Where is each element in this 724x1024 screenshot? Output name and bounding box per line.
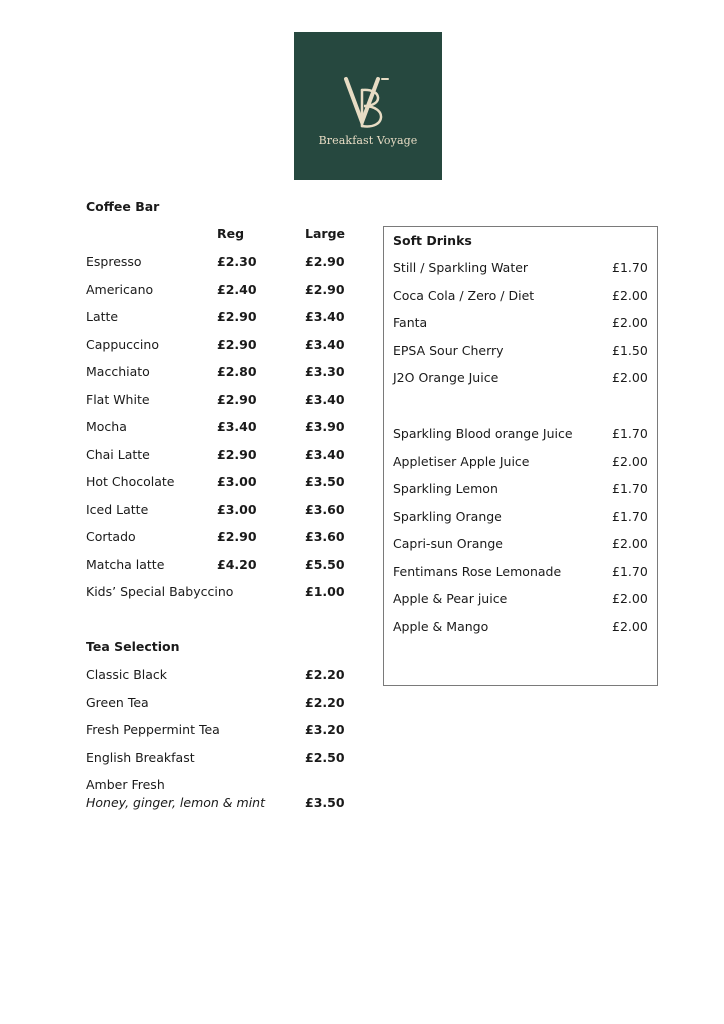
coffee-item-reg-price: £2.90 bbox=[217, 529, 257, 544]
coffee-item-reg-price: £3.00 bbox=[217, 474, 257, 489]
coffee-item-name: Flat White bbox=[86, 391, 150, 407]
coffee-item-reg-price: £2.40 bbox=[217, 281, 257, 297]
col-header-reg: Reg bbox=[217, 226, 245, 241]
coffee-item-reg-price: £2.90 bbox=[217, 391, 257, 407]
coffee-item-large-price: £3.90 bbox=[305, 419, 345, 434]
coffee-item-name: Matcha latte bbox=[86, 556, 165, 572]
amber-fresh-price: £3.50 bbox=[305, 795, 345, 810]
coffee-item-large-price: £3.40 bbox=[305, 336, 345, 352]
soft-drink-price: £1.70 bbox=[612, 260, 648, 275]
tea-item-price: £2.20 bbox=[305, 694, 345, 710]
vb-monogram-icon bbox=[342, 76, 394, 130]
soft-drink-price: £1.70 bbox=[612, 563, 648, 579]
coffee-item-reg-price: £2.90 bbox=[217, 336, 257, 352]
tea-item-price: £3.20 bbox=[305, 722, 345, 737]
soft-drink-name: Apple & Pear juice bbox=[393, 591, 508, 606]
amber-fresh-description: Honey, ginger, lemon & mint bbox=[86, 795, 266, 810]
soft-drinks-title: Soft Drinks bbox=[393, 233, 472, 248]
amber-fresh-name: Amber Fresh bbox=[86, 777, 165, 792]
soft-drink-name: J2O Orange Juice bbox=[393, 370, 499, 385]
tea-item-price: £2.20 bbox=[305, 667, 345, 682]
coffee-item-reg-price: £2.90 bbox=[217, 446, 257, 462]
tea-selection-title: Tea Selection bbox=[86, 639, 180, 654]
coffee-item-large-price: £2.90 bbox=[305, 281, 345, 297]
soft-drink-price: £1.70 bbox=[612, 508, 648, 524]
soft-drink-name: Fanta bbox=[393, 315, 428, 330]
coffee-bar-title: Coffee Bar bbox=[86, 199, 160, 214]
coffee-item-name: Macchiato bbox=[86, 364, 150, 379]
soft-drink-price: £1.70 bbox=[612, 426, 648, 441]
soft-drink-price: £2.00 bbox=[612, 591, 648, 606]
soft-drink-name: Appletiser Apple Juice bbox=[393, 453, 530, 469]
coffee-item-reg-price: £4.20 bbox=[217, 556, 257, 572]
coffee-item-name: Mocha bbox=[86, 419, 127, 434]
tea-item-name: Fresh Peppermint Tea bbox=[86, 722, 220, 737]
coffee-item-large-price: £5.50 bbox=[305, 556, 345, 572]
coffee-item-name: Cortado bbox=[86, 529, 136, 544]
coffee-item-name: Iced Latte bbox=[86, 501, 149, 517]
soft-drink-name: Apple & Mango bbox=[393, 618, 489, 634]
soft-drink-price: £2.00 bbox=[612, 453, 648, 469]
coffee-item-reg-price: £2.30 bbox=[217, 254, 257, 269]
coffee-item-name: Americano bbox=[86, 281, 154, 297]
coffee-item-name: Latte bbox=[86, 309, 119, 324]
soft-drink-name: Sparkling Orange bbox=[393, 508, 502, 524]
coffee-item-large-price: £3.50 bbox=[305, 474, 345, 489]
soft-drink-price: £1.70 bbox=[612, 481, 648, 496]
col-header-large: Large bbox=[305, 226, 345, 241]
coffee-item-reg-price: £3.40 bbox=[217, 419, 257, 434]
tea-item-price: £2.50 bbox=[305, 749, 345, 765]
coffee-item-large-price: £3.30 bbox=[305, 364, 345, 379]
coffee-item-reg-price: £2.80 bbox=[217, 364, 257, 379]
soft-drink-name: Still / Sparkling Water bbox=[393, 260, 529, 275]
coffee-item-large-price: £3.40 bbox=[305, 309, 345, 324]
soft-drink-price: £2.00 bbox=[612, 287, 648, 303]
coffee-item-name: Chai Latte bbox=[86, 446, 150, 462]
soft-drink-name: Sparkling Blood orange Juice bbox=[393, 426, 573, 441]
kids-item-price: £1.00 bbox=[305, 584, 345, 599]
coffee-item-large-price: £3.60 bbox=[305, 501, 345, 517]
soft-drink-name: Fentimans Rose Lemonade bbox=[393, 563, 562, 579]
coffee-item-name: Hot Chocolate bbox=[86, 474, 175, 489]
soft-drink-price: £2.00 bbox=[612, 315, 648, 330]
coffee-item-large-price: £2.90 bbox=[305, 254, 345, 269]
soft-drink-name: Capri-sun Orange bbox=[393, 536, 503, 551]
soft-drink-price: £2.00 bbox=[612, 536, 648, 551]
tea-item-name: Classic Black bbox=[86, 667, 168, 682]
brand-name: Breakfast Voyage bbox=[318, 134, 418, 147]
coffee-item-large-price: £3.60 bbox=[305, 529, 345, 544]
brand-logo bbox=[294, 32, 442, 180]
soft-drink-name: EPSA Sour Cherry bbox=[393, 342, 504, 358]
coffee-item-reg-price: £2.90 bbox=[217, 309, 257, 324]
coffee-item-large-price: £3.40 bbox=[305, 446, 345, 462]
soft-drink-name: Coca Cola / Zero / Diet bbox=[393, 287, 535, 303]
soft-drink-price: £2.00 bbox=[612, 618, 648, 634]
coffee-item-reg-price: £3.00 bbox=[217, 501, 257, 517]
coffee-item-name: Cappuccino bbox=[86, 336, 159, 352]
kids-item-name: Kids’ Special Babyccino bbox=[86, 584, 234, 599]
soft-drink-price: £2.00 bbox=[612, 370, 648, 385]
tea-item-name: Green Tea bbox=[86, 694, 149, 710]
coffee-item-large-price: £3.40 bbox=[305, 391, 345, 407]
soft-drink-name: Sparkling Lemon bbox=[393, 481, 498, 496]
soft-drink-price: £1.50 bbox=[612, 342, 648, 358]
coffee-item-name: Espresso bbox=[86, 254, 142, 269]
tea-item-name: English Breakfast bbox=[86, 749, 195, 765]
